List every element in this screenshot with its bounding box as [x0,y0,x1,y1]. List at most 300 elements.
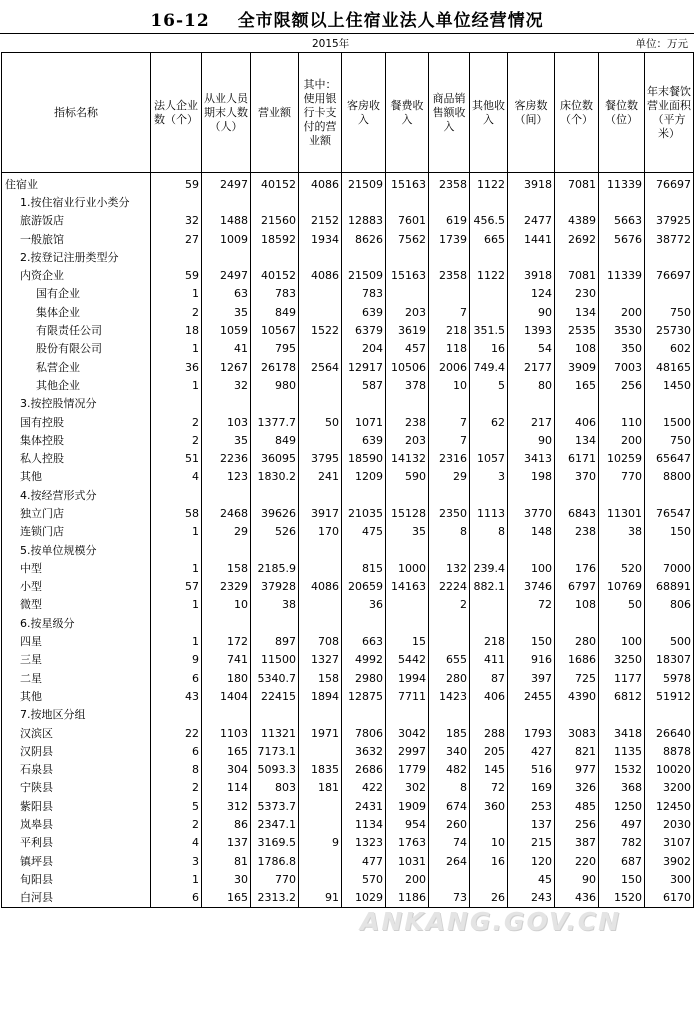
header-name: 指标名称 [2,53,151,173]
table-cell [202,486,251,504]
table-cell: 22415 [251,687,299,705]
table-cell: 2152 [299,212,342,230]
table-cell: 1267 [202,358,251,376]
table-cell: 4992 [342,651,386,669]
table-row [2,303,694,321]
table-title: 全市限额以上住宿业法人单位经营情况 [237,11,544,31]
row-label: 一般旅馆 [2,230,151,248]
table-cell [342,395,386,413]
table-cell: 59 [151,173,202,194]
table-cell: 32 [202,376,251,394]
table-cell [645,706,694,724]
table-cell [299,852,342,870]
table-cell: 977 [555,761,599,779]
table-cell: 5663 [599,212,645,230]
header-employees: 从业人员期末人数（人） [202,53,251,173]
table-cell: 3918 [508,266,555,284]
table-cell [645,541,694,559]
table-cell [202,541,251,559]
table-cell: 2455 [508,687,555,705]
table-cell: 1779 [386,761,429,779]
table-cell: 54 [508,340,555,358]
table-cell: 198 [508,468,555,486]
table-cell: 16 [470,340,508,358]
table-cell: 516 [508,761,555,779]
table-cell: 2692 [555,230,599,248]
row-label: 微型 [2,596,151,614]
watermark: ANKANG.GOV.CN [360,907,622,936]
table-row [2,870,694,888]
row-label: 宁陕县 [2,779,151,797]
table-cell: 783 [251,285,299,303]
table-row [2,449,694,467]
table-cell: 954 [386,815,429,833]
table-cell: 674 [429,797,470,815]
table-cell: 10259 [599,449,645,467]
table-cell [599,395,645,413]
table-cell: 114 [202,779,251,797]
table-cell: 176 [555,559,599,577]
table-cell [508,193,555,211]
table-cell: 2358 [429,173,470,194]
header-seats: 餐位数（位） [599,53,645,173]
table-cell: 134 [555,431,599,449]
table-cell: 108 [555,596,599,614]
table-cell: 500 [645,632,694,650]
table-cell: 39626 [251,504,299,522]
table-cell: 436 [555,889,599,908]
table-cell: 4086 [299,173,342,194]
table-cell: 11301 [599,504,645,522]
table-cell: 1031 [386,852,429,870]
table-cell: 6 [151,669,202,687]
table-cell: 725 [555,669,599,687]
table-cell [386,193,429,211]
table-cell [151,248,202,266]
table-cell: 280 [555,632,599,650]
table-row [2,706,694,724]
table-cell: 1835 [299,761,342,779]
table-cell: 2997 [386,742,429,760]
table-cell: 36 [342,596,386,614]
table-row [2,173,694,194]
table-row [2,193,694,211]
table-cell: 312 [202,797,251,815]
table-cell: 587 [342,376,386,394]
table-cell: 806 [645,596,694,614]
header-room-income: 客房收入 [342,53,386,173]
table-cell: 45 [508,870,555,888]
table-cell: 6797 [555,578,599,596]
row-label: 其他 [2,468,151,486]
table-cell: 239.4 [470,559,508,577]
table-cell: 108 [555,340,599,358]
table-cell: 849 [251,431,299,449]
table-row [2,687,694,705]
table-cell [299,431,342,449]
table-cell: 38 [599,523,645,541]
table-cell: 26178 [251,358,299,376]
table-row [2,834,694,852]
table-cell: 2236 [202,449,251,467]
table-cell [429,193,470,211]
table-cell: 256 [599,376,645,394]
table-cell: 475 [342,523,386,541]
table-cell: 302 [386,779,429,797]
table-cell: 3530 [599,321,645,339]
table-cell: 1113 [470,504,508,522]
table-cell: 76697 [645,173,694,194]
table-cell: 2 [429,596,470,614]
table-cell: 10769 [599,578,645,596]
table-cell: 36095 [251,449,299,467]
table-cell: 378 [386,376,429,394]
table-cell: 7000 [645,559,694,577]
table-cell [599,248,645,266]
table-cell [470,431,508,449]
table-cell: 3917 [299,504,342,522]
table-row [2,340,694,358]
table-cell: 243 [508,889,555,908]
table-cell: 3909 [555,358,599,376]
table-cell: 1488 [202,212,251,230]
table-cell [429,632,470,650]
table-cell: 11339 [599,266,645,284]
table-cell: 10020 [645,761,694,779]
header-other-income: 其他收入 [470,53,508,173]
table-cell: 3795 [299,449,342,467]
table-cell: 485 [555,797,599,815]
table-cell: 750 [645,303,694,321]
table-cell: 427 [508,742,555,760]
table-cell: 169 [508,779,555,797]
table-cell: 821 [555,742,599,760]
table-cell: 15128 [386,504,429,522]
table-cell: 4390 [555,687,599,705]
table-cell: 40152 [251,173,299,194]
table-cell: 4 [151,834,202,852]
table-row [2,651,694,669]
table-cell: 137 [508,815,555,833]
table-cell: 663 [342,632,386,650]
table-cell [429,395,470,413]
table-cell [470,706,508,724]
table-cell: 1029 [342,889,386,908]
table-cell [599,486,645,504]
table-row [2,742,694,760]
table-cell: 22 [151,724,202,742]
table-row [2,230,694,248]
table-cell: 37925 [645,212,694,230]
table-cell: 41 [202,340,251,358]
table-cell [555,614,599,632]
table-cell: 1122 [470,266,508,284]
table-cell [645,395,694,413]
table-row [2,559,694,577]
row-label: 7.按地区分组 [2,706,151,724]
header-rooms: 客房数（间） [508,53,555,173]
table-cell [645,248,694,266]
table-cell: 3632 [342,742,386,760]
table-cell: 2 [151,303,202,321]
table-cell: 158 [299,669,342,687]
table-cell: 7003 [599,358,645,376]
table-row [2,376,694,394]
table-number: 16-12 [150,11,210,31]
table-row [2,852,694,870]
table-cell: 387 [555,834,599,852]
table-cell: 3169.5 [251,834,299,852]
table-cell: 165 [555,376,599,394]
table-cell: 8 [470,523,508,541]
table-cell [555,395,599,413]
row-label: 有限责任公司 [2,321,151,339]
table-cell [251,706,299,724]
table-cell: 882.1 [470,578,508,596]
table-cell [429,614,470,632]
table-cell: 280 [429,669,470,687]
table-cell: 897 [251,632,299,650]
table-cell [386,248,429,266]
table-cell: 1327 [299,651,342,669]
table-cell: 1009 [202,230,251,248]
table-cell: 25730 [645,321,694,339]
table-cell [251,486,299,504]
table-cell [386,541,429,559]
table-cell: 2030 [645,815,694,833]
table-cell: 11321 [251,724,299,742]
table-cell: 15 [386,632,429,650]
table-cell: 5442 [386,651,429,669]
table-cell: 770 [251,870,299,888]
table-row [2,889,694,908]
table-cell: 65647 [645,449,694,467]
table-cell: 665 [470,230,508,248]
table-row [2,395,694,413]
table-cell [342,486,386,504]
table-cell: 1441 [508,230,555,248]
table-cell: 3418 [599,724,645,742]
table-cell: 103 [202,413,251,431]
table-cell [508,248,555,266]
row-label: 私人控股 [2,449,151,467]
table-cell: 15163 [386,266,429,284]
table-cell: 602 [645,340,694,358]
table-cell: 14163 [386,578,429,596]
table-cell: 218 [429,321,470,339]
table-cell: 137 [202,834,251,852]
table-cell: 1404 [202,687,251,705]
table-cell [151,193,202,211]
table-cell: 43 [151,687,202,705]
table-cell: 90 [508,431,555,449]
table-cell: 1250 [599,797,645,815]
table-row [2,413,694,431]
table-cell: 2497 [202,266,251,284]
header-area: 年末餐饮营业面积（平方米） [645,53,694,173]
table-cell: 200 [599,431,645,449]
table-cell: 51 [151,449,202,467]
table-cell: 570 [342,870,386,888]
table-cell: 3902 [645,852,694,870]
table-cell [202,706,251,724]
table-cell [555,541,599,559]
table-cell: 2477 [508,212,555,230]
table-cell [299,395,342,413]
table-cell: 1500 [645,413,694,431]
table-cell: 2358 [429,266,470,284]
table-cell: 57 [151,578,202,596]
row-label: 住宿业 [2,173,151,194]
table-cell: 619 [429,212,470,230]
table-cell: 288 [470,724,508,742]
subtitle-bar [0,33,694,52]
table-cell [386,395,429,413]
table-cell: 4086 [299,266,342,284]
table-cell: 1934 [299,230,342,248]
table-cell [202,395,251,413]
row-label: 1.按住宿业行业小类分 [2,193,151,211]
table-cell: 4389 [555,212,599,230]
table-cell: 145 [470,761,508,779]
table-cell: 48165 [645,358,694,376]
table-cell [429,486,470,504]
table-row [2,761,694,779]
table-cell: 1450 [645,376,694,394]
table-cell [470,395,508,413]
table-row [2,632,694,650]
table-cell: 2177 [508,358,555,376]
header-enterprises: 法人企业数（个） [151,53,202,173]
table-cell [342,248,386,266]
table-cell: 90 [508,303,555,321]
table-cell: 7 [429,303,470,321]
table-cell: 1894 [299,687,342,705]
table-cell: 1 [151,523,202,541]
table-cell: 5 [470,376,508,394]
row-label: 石泉县 [2,761,151,779]
row-label: 中型 [2,559,151,577]
table-cell: 1793 [508,724,555,742]
table-row [2,578,694,596]
table-cell [429,870,470,888]
table-cell: 741 [202,651,251,669]
table-cell: 87 [470,669,508,687]
table-cell: 86 [202,815,251,833]
table-cell [299,559,342,577]
table-cell: 74 [429,834,470,852]
table-cell: 815 [342,559,386,577]
table-cell: 120 [508,852,555,870]
table-cell: 8 [429,779,470,797]
table-cell: 5 [151,797,202,815]
table-cell: 1 [151,376,202,394]
table-cell [299,742,342,760]
table-cell [470,815,508,833]
table-cell: 406 [470,687,508,705]
table-cell: 750 [645,431,694,449]
table-cell: 1 [151,596,202,614]
table-cell: 397 [508,669,555,687]
table-cell: 1209 [342,468,386,486]
table-cell: 14132 [386,449,429,467]
table-cell: 6379 [342,321,386,339]
table-cell [555,486,599,504]
table-cell: 1071 [342,413,386,431]
table-cell: 7173.1 [251,742,299,760]
table-cell: 10 [429,376,470,394]
table-cell: 497 [599,815,645,833]
table-row [2,321,694,339]
table-cell: 655 [429,651,470,669]
table-cell: 230 [555,285,599,303]
table-cell: 3 [470,468,508,486]
table-cell: 6812 [599,687,645,705]
table-cell: 1 [151,632,202,650]
table-cell [299,193,342,211]
row-label: 国有企业 [2,285,151,303]
table-cell: 2185.9 [251,559,299,577]
table-cell: 50 [299,413,342,431]
table-cell: 11339 [599,173,645,194]
table-cell: 63 [202,285,251,303]
table-cell: 21560 [251,212,299,230]
table-cell: 1739 [429,230,470,248]
table-cell: 370 [555,468,599,486]
table-cell: 10 [470,834,508,852]
table-cell [555,706,599,724]
table-cell: 477 [342,852,386,870]
table-cell: 3918 [508,173,555,194]
table-cell: 849 [251,303,299,321]
table-cell: 1423 [429,687,470,705]
table-cell: 2 [151,779,202,797]
table-cell: 590 [386,468,429,486]
table-cell: 172 [202,632,251,650]
table-cell: 456.5 [470,212,508,230]
table-cell: 1 [151,559,202,577]
table-cell: 59 [151,266,202,284]
table-cell: 6 [151,742,202,760]
table-cell [151,395,202,413]
table-cell [555,248,599,266]
table-row [2,266,694,284]
row-label: 白河县 [2,889,151,908]
row-label: 旅游饭店 [2,212,151,230]
table-cell [429,248,470,266]
table-cell: 304 [202,761,251,779]
table-cell: 10506 [386,358,429,376]
table-cell [429,706,470,724]
table-cell [470,285,508,303]
table-cell: 148 [508,523,555,541]
table-cell: 20659 [342,578,386,596]
table-cell: 795 [251,340,299,358]
table-cell: 241 [299,468,342,486]
table-cell [299,303,342,321]
table-cell: 15163 [386,173,429,194]
table-cell: 217 [508,413,555,431]
table-cell [470,596,508,614]
table-cell: 2564 [299,358,342,376]
table-cell [299,614,342,632]
table-cell [645,614,694,632]
table-cell [299,815,342,833]
table-cell: 916 [508,651,555,669]
table-cell: 134 [555,303,599,321]
table-cell: 204 [342,340,386,358]
table-cell: 8 [429,523,470,541]
